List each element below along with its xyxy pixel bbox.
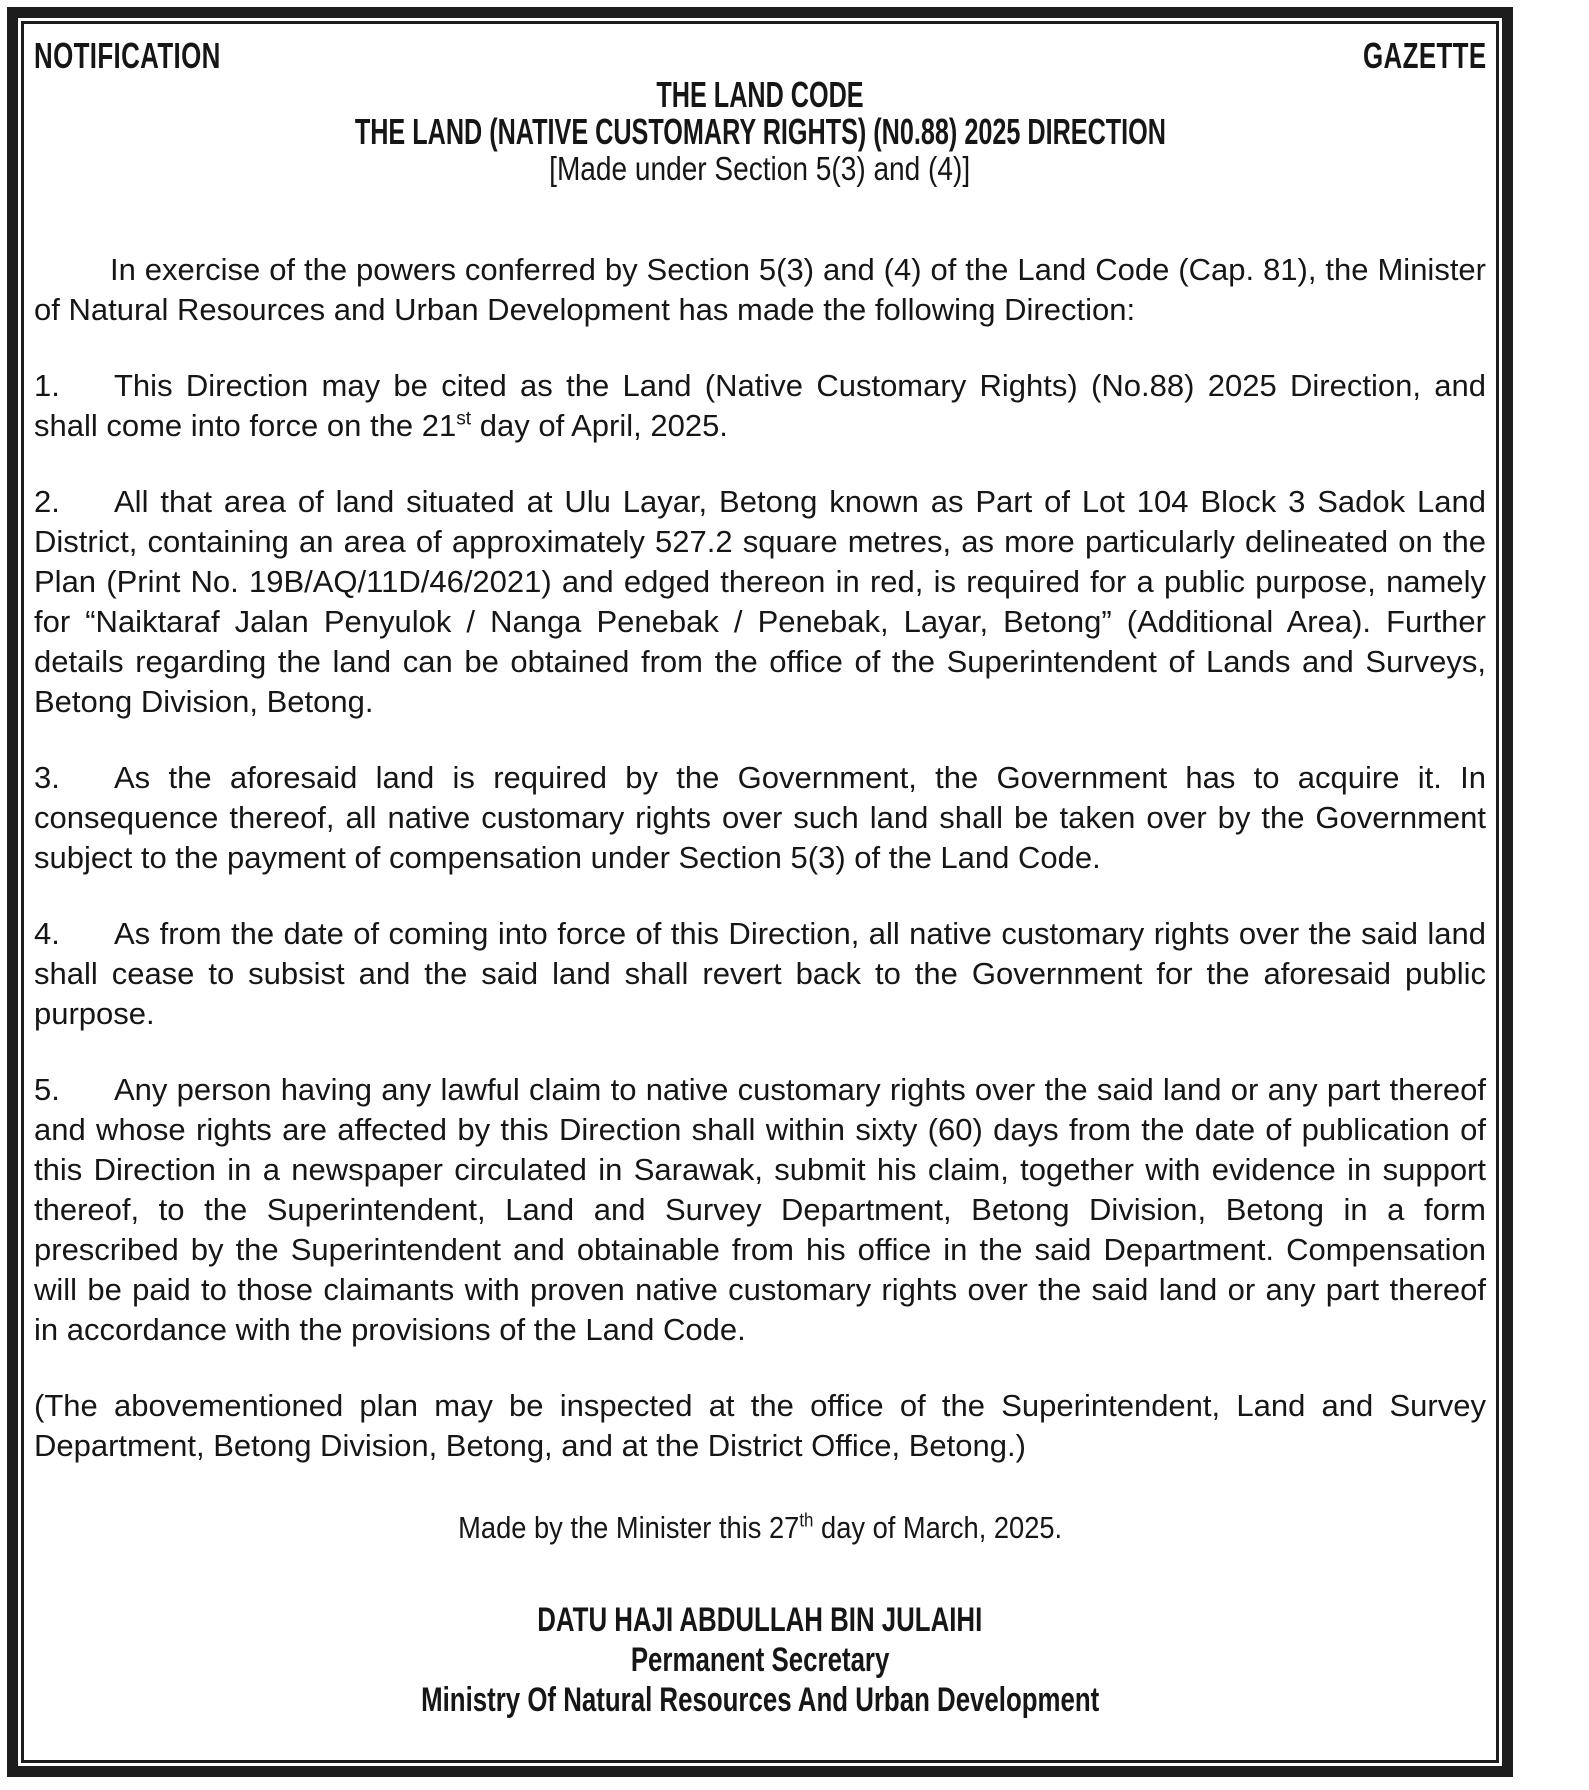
notification-label: NOTIFICATION [34,35,221,76]
paragraph-4-text: As from the date of coming into force of this Direction, all native customary rights over the said land shall cease to subsist and the said land shall revert back to the Government for the aforesaid public purpose. [34,916,1486,1031]
signatory-ministry: Ministry Of Natural Resources And Urban Development [420,1681,1100,1719]
outer-border [7,7,1513,1777]
paragraph-3 [34,758,1486,878]
paragraph-2-text: All that area of land situated at Ulu Layar, Betong known as Part of Lot 104 Block 3 Sadok Land District, containing an area of approximately 527.2 square metres, as more particularly delineated on the Plan (Print No. 19B/AQ/11D/46/2021) and edged thereon in red, is required for a public purpose, namely for “Naiktaraf Jalan Penyulok / Nanga Penebak / Penebak, Layar, Betong” (Additional Area). Further details regarding the land can be obtained from the office of the Superintendent of Lands and Surveys, Betong Division, Betong. [34,484,1486,719]
paragraph-3-number: 3. [34,760,60,795]
paragraph-5-number: 5. [34,1072,60,1107]
paragraph-3-text: As the aforesaid land is required by the Government, the Government has to acquire it. In consequence thereof, all native customary rights over such land shall be taken over by the Government subject to the payment of compensation under Section 5(3) of the Land Code. [34,760,1486,875]
paragraph-4-number: 4. [34,916,60,951]
doc-title-line1: THE LAND CODE [656,74,864,115]
signatory-name: DATU HAJI ABDULLAH BIN JULAIHI [537,1601,983,1639]
made-by-text-end: day of March, 2025. [813,1510,1062,1545]
intro-paragraph: In exercise of the powers conferred by Section 5(3) and (4) of the Land Code (Cap. 81), the Minister of Natural Resources and Urban Development has made the following Direction: [34,252,1486,327]
paragraph-1-ordinal-suffix: st [456,408,472,430]
made-by-ordinal-suffix: th [799,1510,814,1532]
paragraph-1-number: 1. [34,368,60,403]
inner-border [21,21,1499,1763]
paragraph-2-number: 2. [34,484,60,519]
paragraph-1 [34,366,1486,446]
signature-block [34,1600,1486,1720]
doc-title-line2: THE LAND (NATIVE CUSTOMARY RIGHTS) (N0.88) 2025 DIRECTION [354,111,1166,152]
paragraph-4 [34,914,1486,1034]
masthead [34,36,1486,76]
document-content [24,24,1496,1760]
made-by-line [34,1508,1486,1548]
gazette-label: GAZETTE [1362,35,1486,76]
signatory-role: Permanent Secretary [630,1641,890,1679]
made-under-line: [Made under Section 5(3) and (4)] [549,150,971,187]
paragraph-1-text-end: day of April, 2025. [471,408,728,443]
paragraph-5-text: Any person having any lawful claim to native customary rights over the said land or any part thereof and whose rights are affected by this Direction shall within sixty (60) days from the date of publication of this Direction in a newspaper circulated in Sarawak, submit his claim, together with evidence in support thereof, to the Superintendent, Land and Survey Department, Betong Division, Betong in a form prescribed by the Superintendent and obtainable from his office in the said Department. Compensation will be paid to those claimants with proven native customary rights over the said land or any part thereof in accordance with the provisions of the Land Code. [34,1072,1486,1347]
paragraph-2 [34,482,1486,722]
paragraph-1-text: This Direction may be cited as the Land (Native Customary Rights) (No.88) 2025 Direction, and shall come into force on the 21 [34,368,1486,443]
made-by-text: Made by the Minister this 27 [458,1510,800,1545]
paragraph-5 [34,1070,1486,1350]
plan-inspection-note: (The abovementioned plan may be inspected at the office of the Superintendent, Land and Survey Department, Betong Division, Betong, and at the District Office, Betong.) [34,1388,1486,1463]
